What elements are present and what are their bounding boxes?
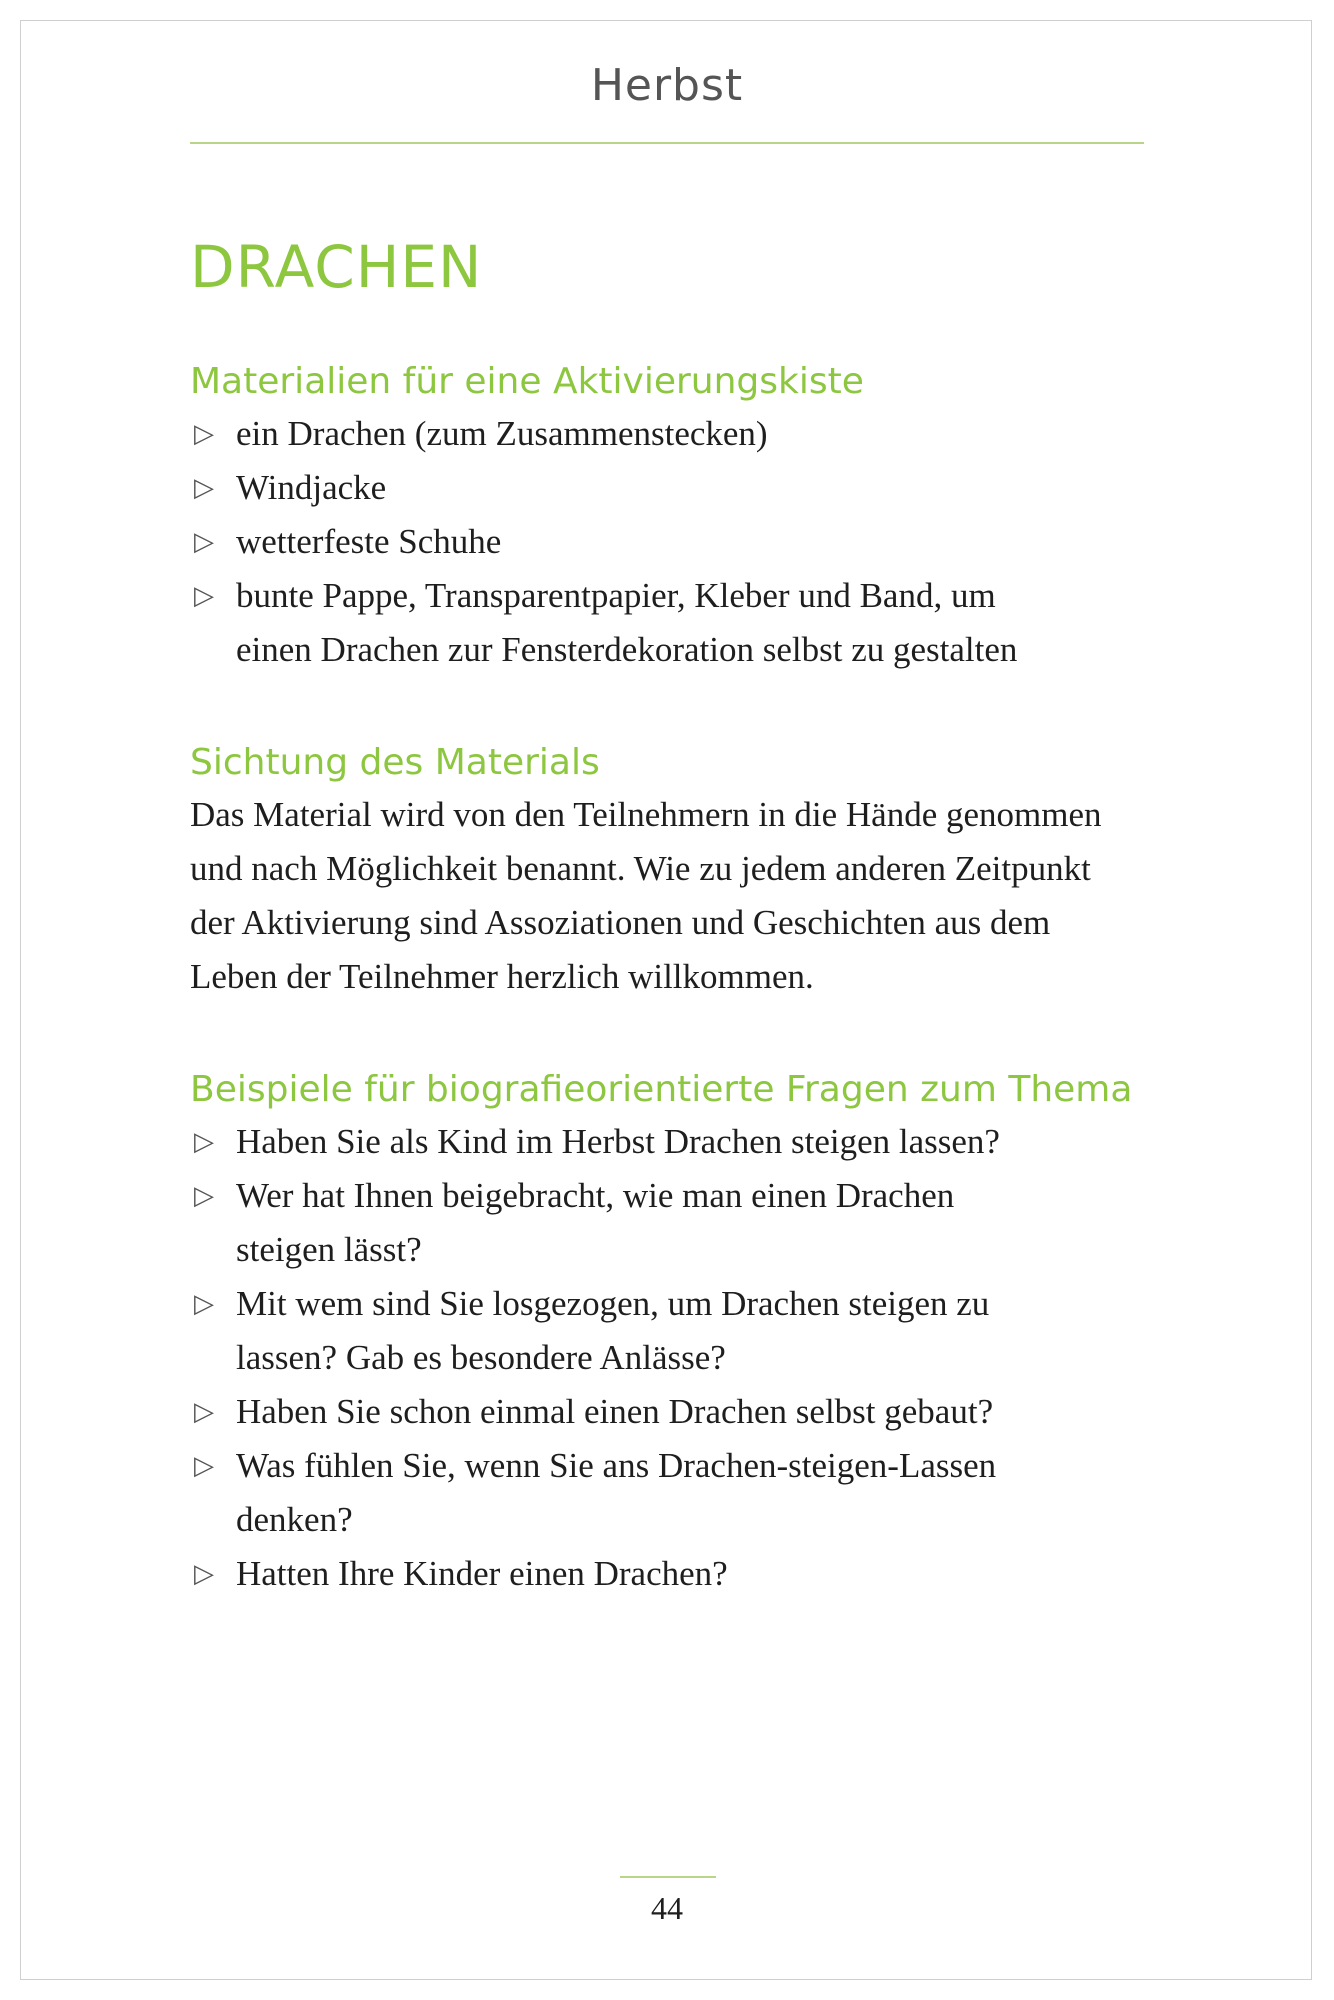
- running-head: Herbst: [590, 60, 744, 111]
- page-title: DRACHEN: [190, 233, 483, 301]
- review-section: [190, 741, 1144, 1004]
- list-item-text: Haben Sie als Kind im Herbst Drachen steigen lassen?: [236, 1122, 1000, 1162]
- materials-section: [190, 360, 1144, 677]
- list-item: [190, 569, 1144, 677]
- review-paragraph: Das Material wird von den Teilnehmern in die Hände genommen und nach Möglichkeit benannt. Wie zu jedem anderen Zeitpunkt der Aktivierung sind Assoziationen und Geschichten aus dem Leben der Teilnehmer herzlich willkommen.: [190, 795, 1102, 997]
- questions-list: [190, 1115, 1144, 1601]
- page-content: [190, 233, 1144, 1665]
- questions-section: [190, 1068, 1144, 1601]
- triangle-bullet-icon: ▷: [194, 418, 214, 449]
- triangle-bullet-icon: ▷: [194, 1451, 214, 1482]
- list-item-text: Mit wem sind Sie losgezogen, um Drachen steigen zu lassen? Gab es besondere Anlässe?: [236, 1284, 990, 1378]
- questions-heading: Beispiele für biografieorientierte Fragen zum Thema: [190, 1069, 1133, 1111]
- triangle-bullet-icon: ▷: [194, 580, 214, 611]
- footer-rule: [620, 1876, 716, 1878]
- list-item-text: Hatten Ihre Kinder einen Drachen?: [236, 1554, 728, 1594]
- list-item: [190, 1439, 1144, 1547]
- triangle-bullet-icon: ▷: [194, 1397, 214, 1428]
- materials-list: [190, 407, 1144, 677]
- materials-heading: Materialien für eine Aktivierungskiste: [190, 360, 864, 402]
- list-item: [190, 515, 1144, 569]
- review-heading: Sichtung des Materials: [190, 741, 600, 783]
- triangle-bullet-icon: ▷: [194, 1181, 214, 1212]
- list-item: [190, 1547, 1144, 1601]
- list-item-text: Haben Sie schon einmal einen Drachen selbst gebaut?: [236, 1392, 994, 1432]
- triangle-bullet-icon: ▷: [194, 472, 214, 503]
- list-item-text: bunte Pappe, Transparentpapier, Kleber und Band, um einen Drachen zur Fensterdekoration selbst zu gestalten: [236, 575, 1018, 669]
- list-item-text: Windjacke: [236, 467, 387, 507]
- page-number: 44: [651, 1890, 683, 1926]
- list-item: [190, 1385, 1144, 1439]
- triangle-bullet-icon: ▷: [194, 526, 214, 557]
- list-item-text: wetterfeste Schuhe: [236, 521, 502, 561]
- list-item: [190, 407, 1144, 461]
- list-item-text: ein Drachen (zum Zusammenstecken): [236, 413, 768, 453]
- list-item-text: Was fühlen Sie, wenn Sie ans Drachen-steigen-Lassen denken?: [236, 1446, 997, 1540]
- header-rule: [190, 142, 1144, 144]
- list-item: [190, 1115, 1144, 1169]
- list-item: [190, 461, 1144, 515]
- triangle-bullet-icon: ▷: [194, 1289, 214, 1320]
- triangle-bullet-icon: ▷: [194, 1127, 214, 1158]
- triangle-bullet-icon: ▷: [194, 1559, 214, 1590]
- list-item-text: Wer hat Ihnen beigebracht, wie man einen Drachen steigen lässt?: [236, 1176, 955, 1270]
- list-item: [190, 1169, 1144, 1277]
- list-item: [190, 1277, 1144, 1385]
